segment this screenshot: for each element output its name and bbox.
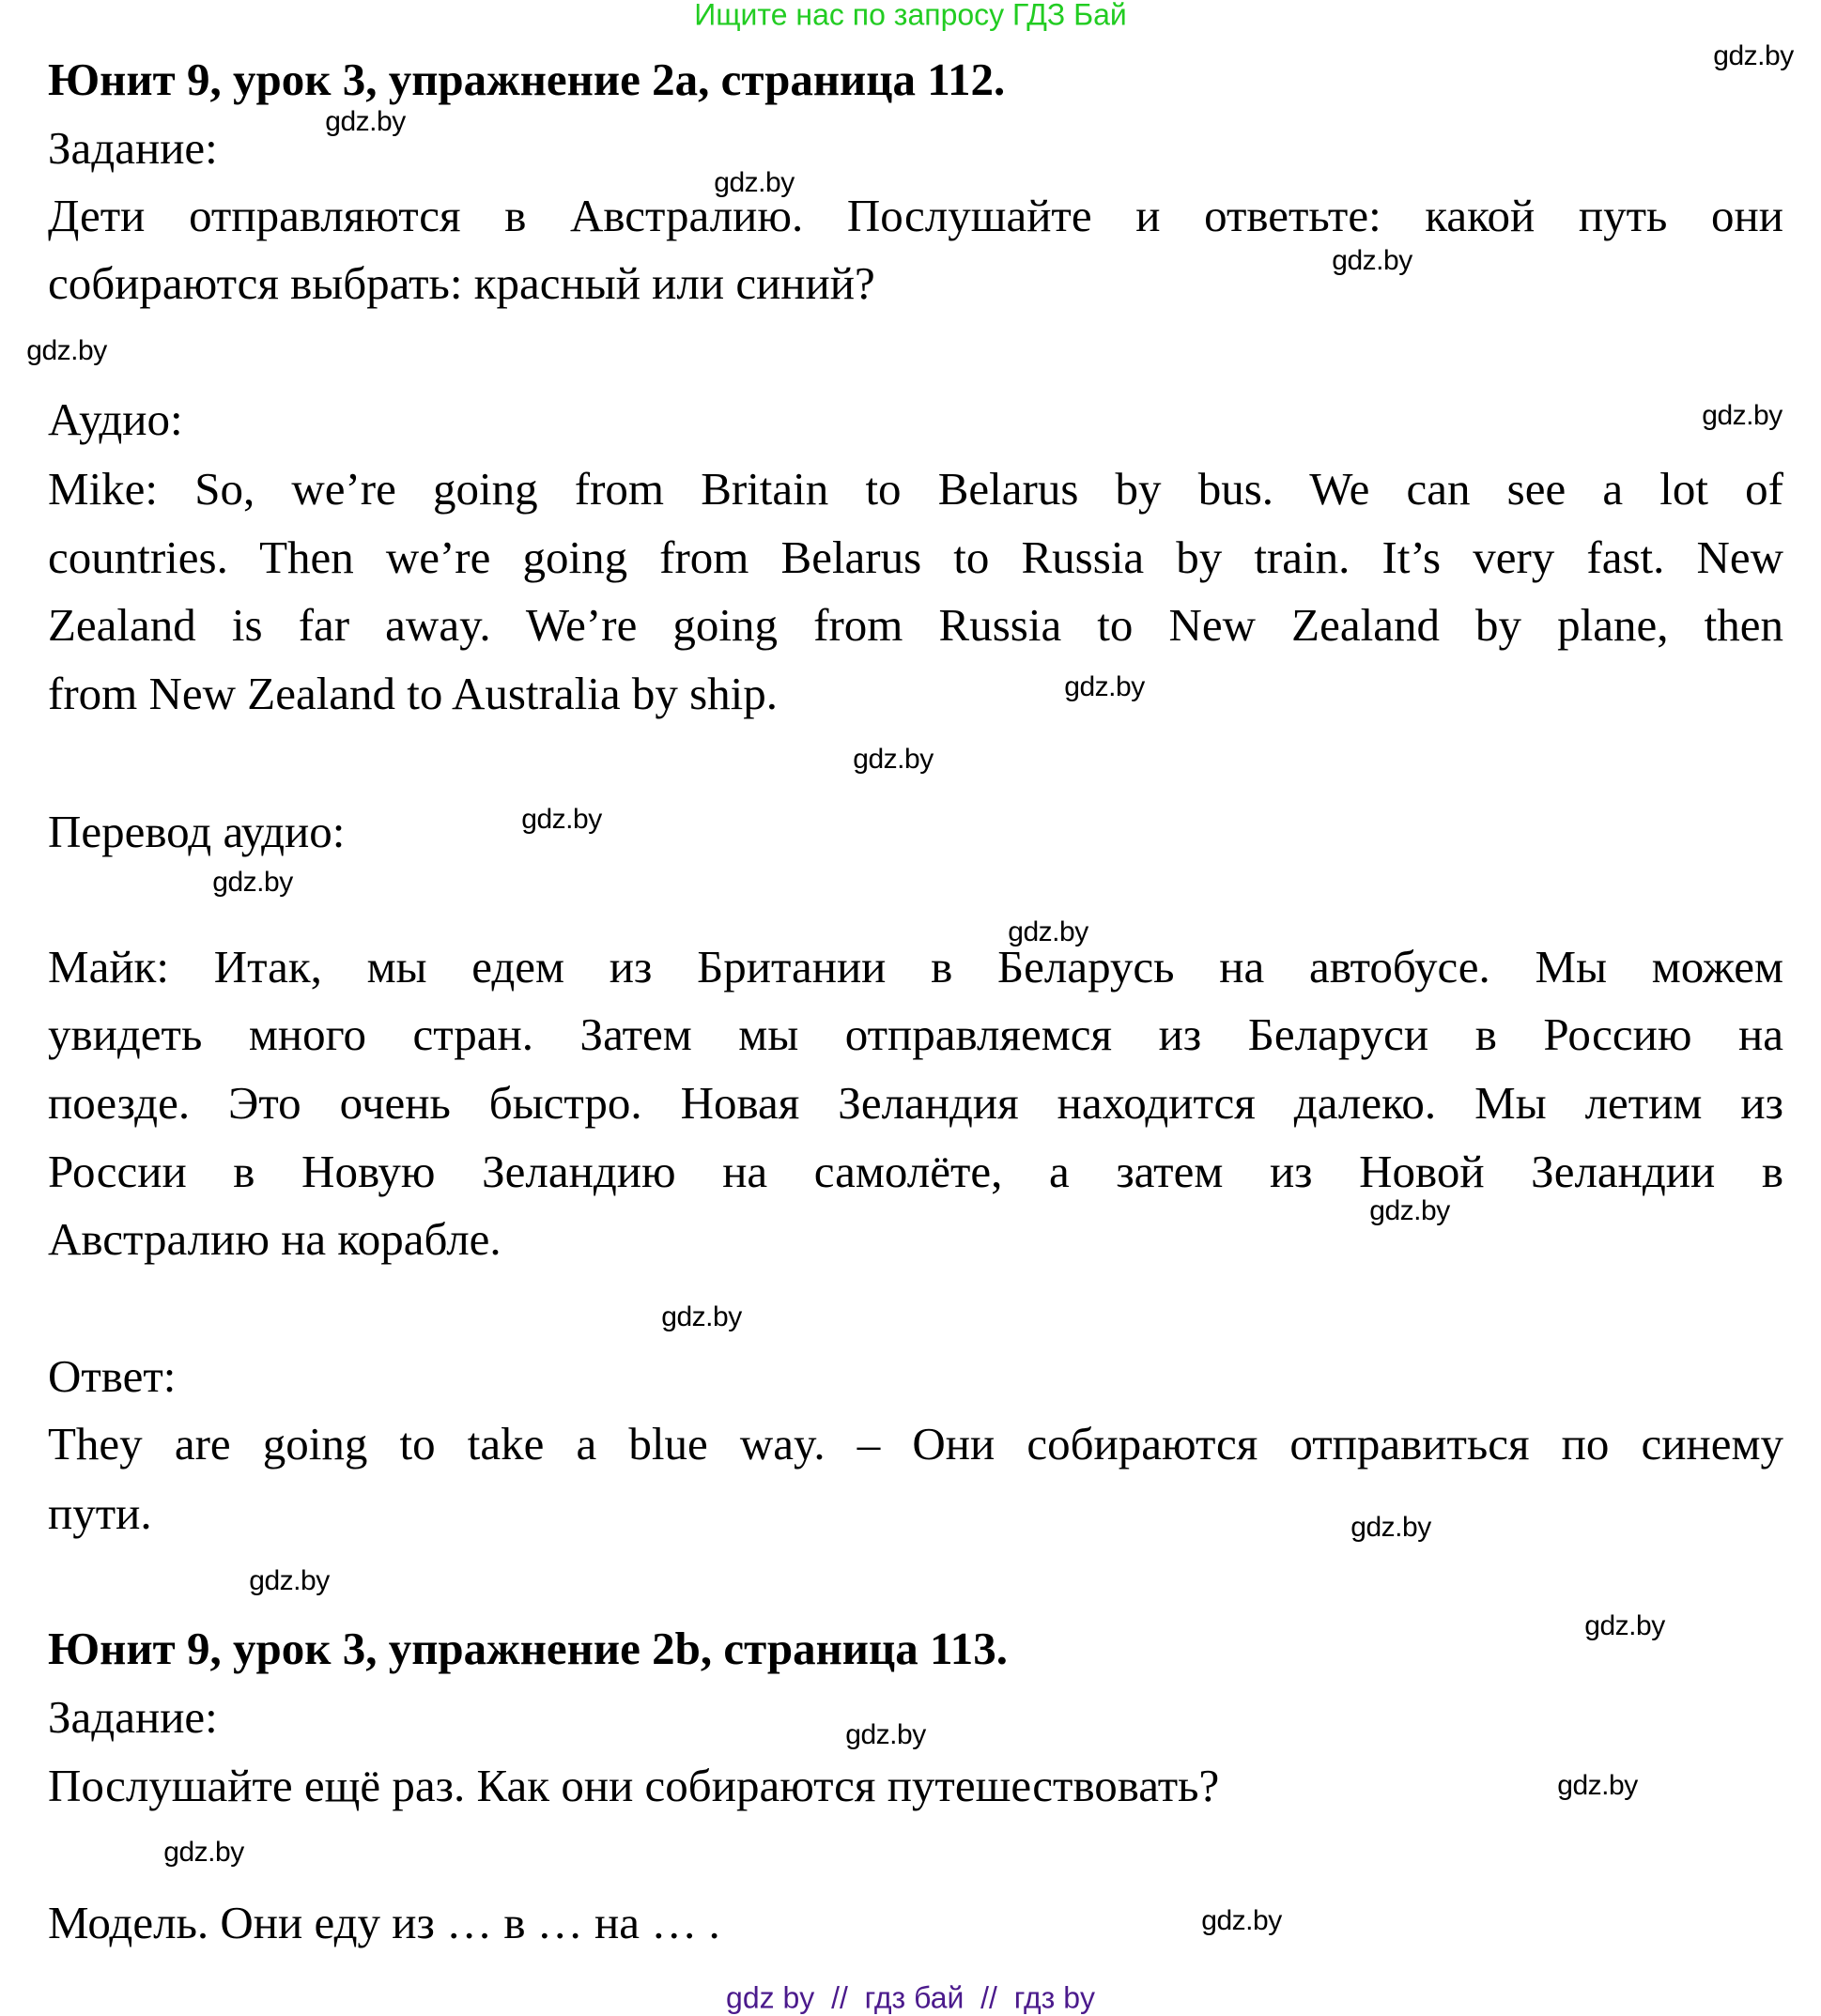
watermark: gdz.by [1557,1770,1638,1801]
audio-line: countries. Then we’re going from Belarus to Russia by train. It’s very fast. New [48,531,1783,583]
watermark: gdz.by [212,867,293,898]
watermark: gdz.by [1201,1905,1282,1936]
model-line: Модель. Они еду из … в … на … . [48,1897,720,1948]
translation-label: Перевод аудио: [48,806,346,857]
watermark: gdz.by [249,1565,330,1596]
audio-label: Аудио: [48,393,183,445]
answer-line: пути. [48,1487,152,1539]
watermark: gdz.by [853,744,934,775]
audio-line: Mike: So, we’re going from Britain to Belarus by bus. We can see a lot of [48,463,1783,515]
answer-line: They are going to take a blue way. – Они собираются отправиться по синему [48,1418,1783,1470]
answer-label: Ответ: [48,1350,177,1402]
watermark: gdz.by [1713,40,1794,71]
translation-line: Майк: Итак, мы едем из Британии в Беларусь на автобусе. Мы можем [48,941,1783,993]
watermark: gdz.by [521,804,602,835]
task-label: Задание: [48,1691,218,1743]
audio-line: Zealand is far away. We’re going from Russia to New Zealand by plane, then [48,599,1783,651]
watermark: gdz.by [1350,1512,1431,1543]
footer-watermark: gdz by // гдз бай // гдз by [726,1980,1095,2015]
watermark: gdz.by [1008,916,1088,947]
watermark: gdz.by [661,1301,742,1332]
watermark: gdz.by [325,106,406,137]
watermark: gdz.by [1702,400,1782,431]
task-line: собираются выбрать: красный или синий? [48,257,875,309]
search-banner: Ищите нас по запросу ГДЗ Бай [694,0,1127,32]
watermark: gdz.by [1332,245,1412,276]
watermark: gdz.by [1584,1610,1665,1641]
watermark: gdz.by [714,167,795,198]
translation-line: России в Новую Зеландию на самолёте, а затем из Новой Зеландии в [48,1146,1783,1197]
translation-line: поезде. Это очень быстро. Новая Зеландия находится далеко. Мы летим из [48,1077,1783,1129]
task-label: Задание: [48,122,218,174]
watermark: gdz.by [1369,1195,1450,1226]
section1-title: Юнит 9, урок 3, упражнение 2a, страница 112. [48,54,1006,105]
translation-line: увидеть много стран. Затем мы отправляемся из Беларуси в Россию на [48,1008,1783,1060]
watermark: gdz.by [1064,671,1145,702]
task-line: Послушайте ещё раз. Как они собираются путешествовать? [48,1760,1220,1811]
watermark: gdz.by [26,335,107,366]
watermark: gdz.by [845,1719,926,1750]
section2-title: Юнит 9, урок 3, упражнение 2b, страница 113. [48,1623,1009,1674]
watermark: gdz.by [163,1837,244,1868]
audio-line: from New Zealand to Australia by ship. [48,668,779,719]
task-line: Дети отправляются в Австралию. Послушайте и ответьте: какой путь они [48,190,1783,241]
translation-line: Австралию на корабле. [48,1213,502,1265]
